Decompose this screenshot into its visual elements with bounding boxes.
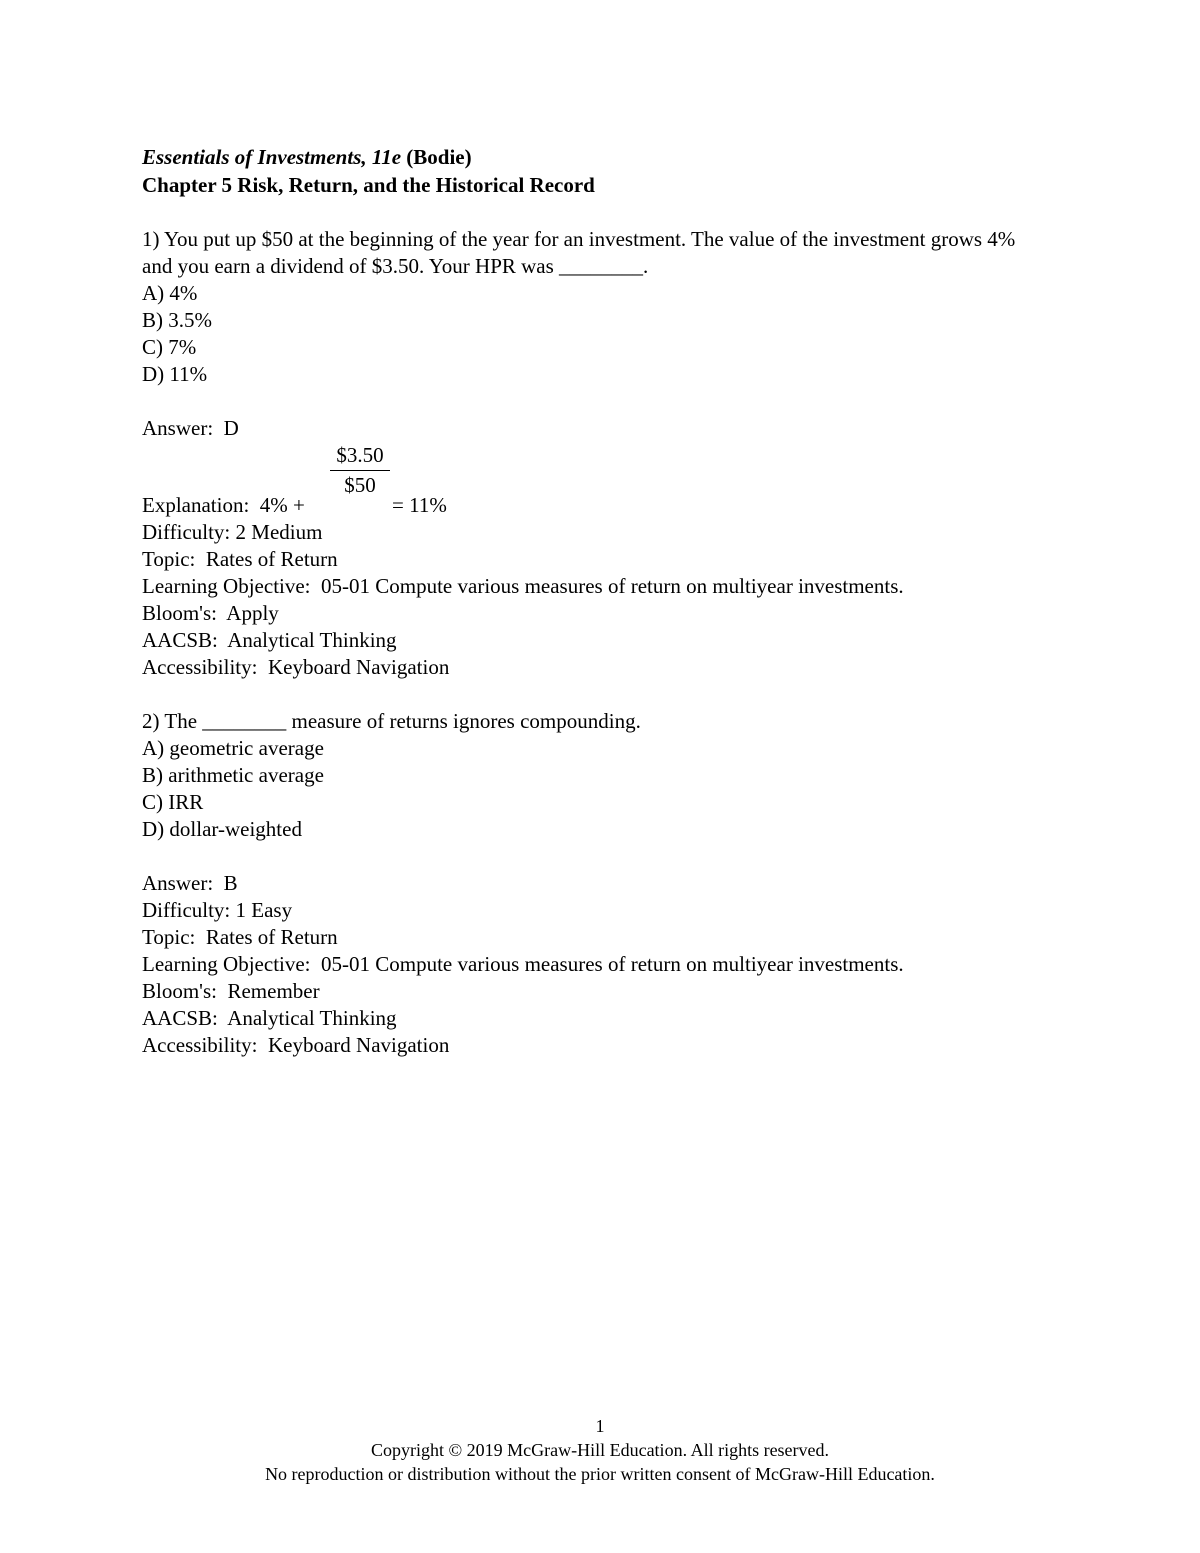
option-b: B) arithmetic average: [142, 763, 324, 787]
answer: Answer: D: [142, 416, 239, 440]
distribution-notice: No reproduction or distribution without the prior written consent of McGraw-Hill Education.: [265, 1464, 935, 1484]
aacsb: AACSB: Analytical Thinking: [142, 628, 397, 652]
page-footer: [0, 1414, 1200, 1486]
blooms: Bloom's: Apply: [142, 601, 279, 625]
option-b: B) 3.5%: [142, 308, 212, 332]
explanation-prefix: Explanation: 4% +: [142, 493, 305, 517]
question-1: [142, 226, 1042, 681]
copyright-notice: Copyright © 2019 McGraw-Hill Education. All rights reserved.: [370, 1440, 830, 1460]
explanation-fraction: [142, 442, 1042, 497]
difficulty: Difficulty: 2 Medium: [142, 520, 323, 544]
explanation-result: = 11%: [392, 493, 447, 517]
fraction-denominator: $50: [344, 473, 376, 497]
spacer: [142, 199, 1042, 226]
question-text: 2) The ________ measure of returns ignores compounding.: [142, 709, 641, 733]
option-c: C) 7%: [142, 335, 197, 359]
question-2: [142, 708, 1042, 1059]
chapter-title: Chapter 5 Risk, Return, and the Historical Record: [142, 173, 595, 197]
option-c: C) IRR: [142, 790, 204, 814]
explanation-line: [142, 492, 1042, 519]
difficulty: Difficulty: 1 Easy: [142, 898, 293, 922]
topic: Topic: Rates of Return: [142, 547, 338, 571]
option-d: D) 11%: [142, 362, 208, 386]
learning-objective: Learning Objective: 05-01 Compute various measures of return on multiyear investments.: [142, 574, 904, 598]
accessibility: Accessibility: Keyboard Navigation: [142, 655, 450, 679]
option-a: A) geometric average: [142, 736, 324, 760]
book-title: Essentials of Investments, 11e: [142, 145, 402, 169]
book-author: (Bodie): [401, 145, 472, 169]
learning-objective: Learning Objective: 05-01 Compute various measures of return on multiyear investments.: [142, 952, 904, 976]
option-d: D) dollar-weighted: [142, 817, 302, 841]
answer: Answer: B: [142, 871, 238, 895]
option-a: A) 4%: [142, 281, 198, 305]
blooms: Bloom's: Remember: [142, 979, 320, 1003]
book-title-line: [142, 143, 1042, 171]
spacer: [142, 681, 1042, 708]
aacsb: AACSB: Analytical Thinking: [142, 1006, 397, 1030]
fraction-numerator: $3.50: [330, 442, 390, 471]
spacer: [142, 388, 1042, 415]
page-number: 1: [595, 1416, 605, 1436]
accessibility: Accessibility: Keyboard Navigation: [142, 1033, 450, 1057]
fraction: [330, 442, 390, 499]
topic: Topic: Rates of Return: [142, 925, 338, 949]
question-text: 1) You put up $50 at the beginning of the year for an investment. The value of the investment grows 4% and you earn a dividend of $3.50. Your HPR was ________.: [142, 227, 1016, 278]
spacer: [142, 843, 1042, 870]
page-content: [142, 143, 1042, 1059]
